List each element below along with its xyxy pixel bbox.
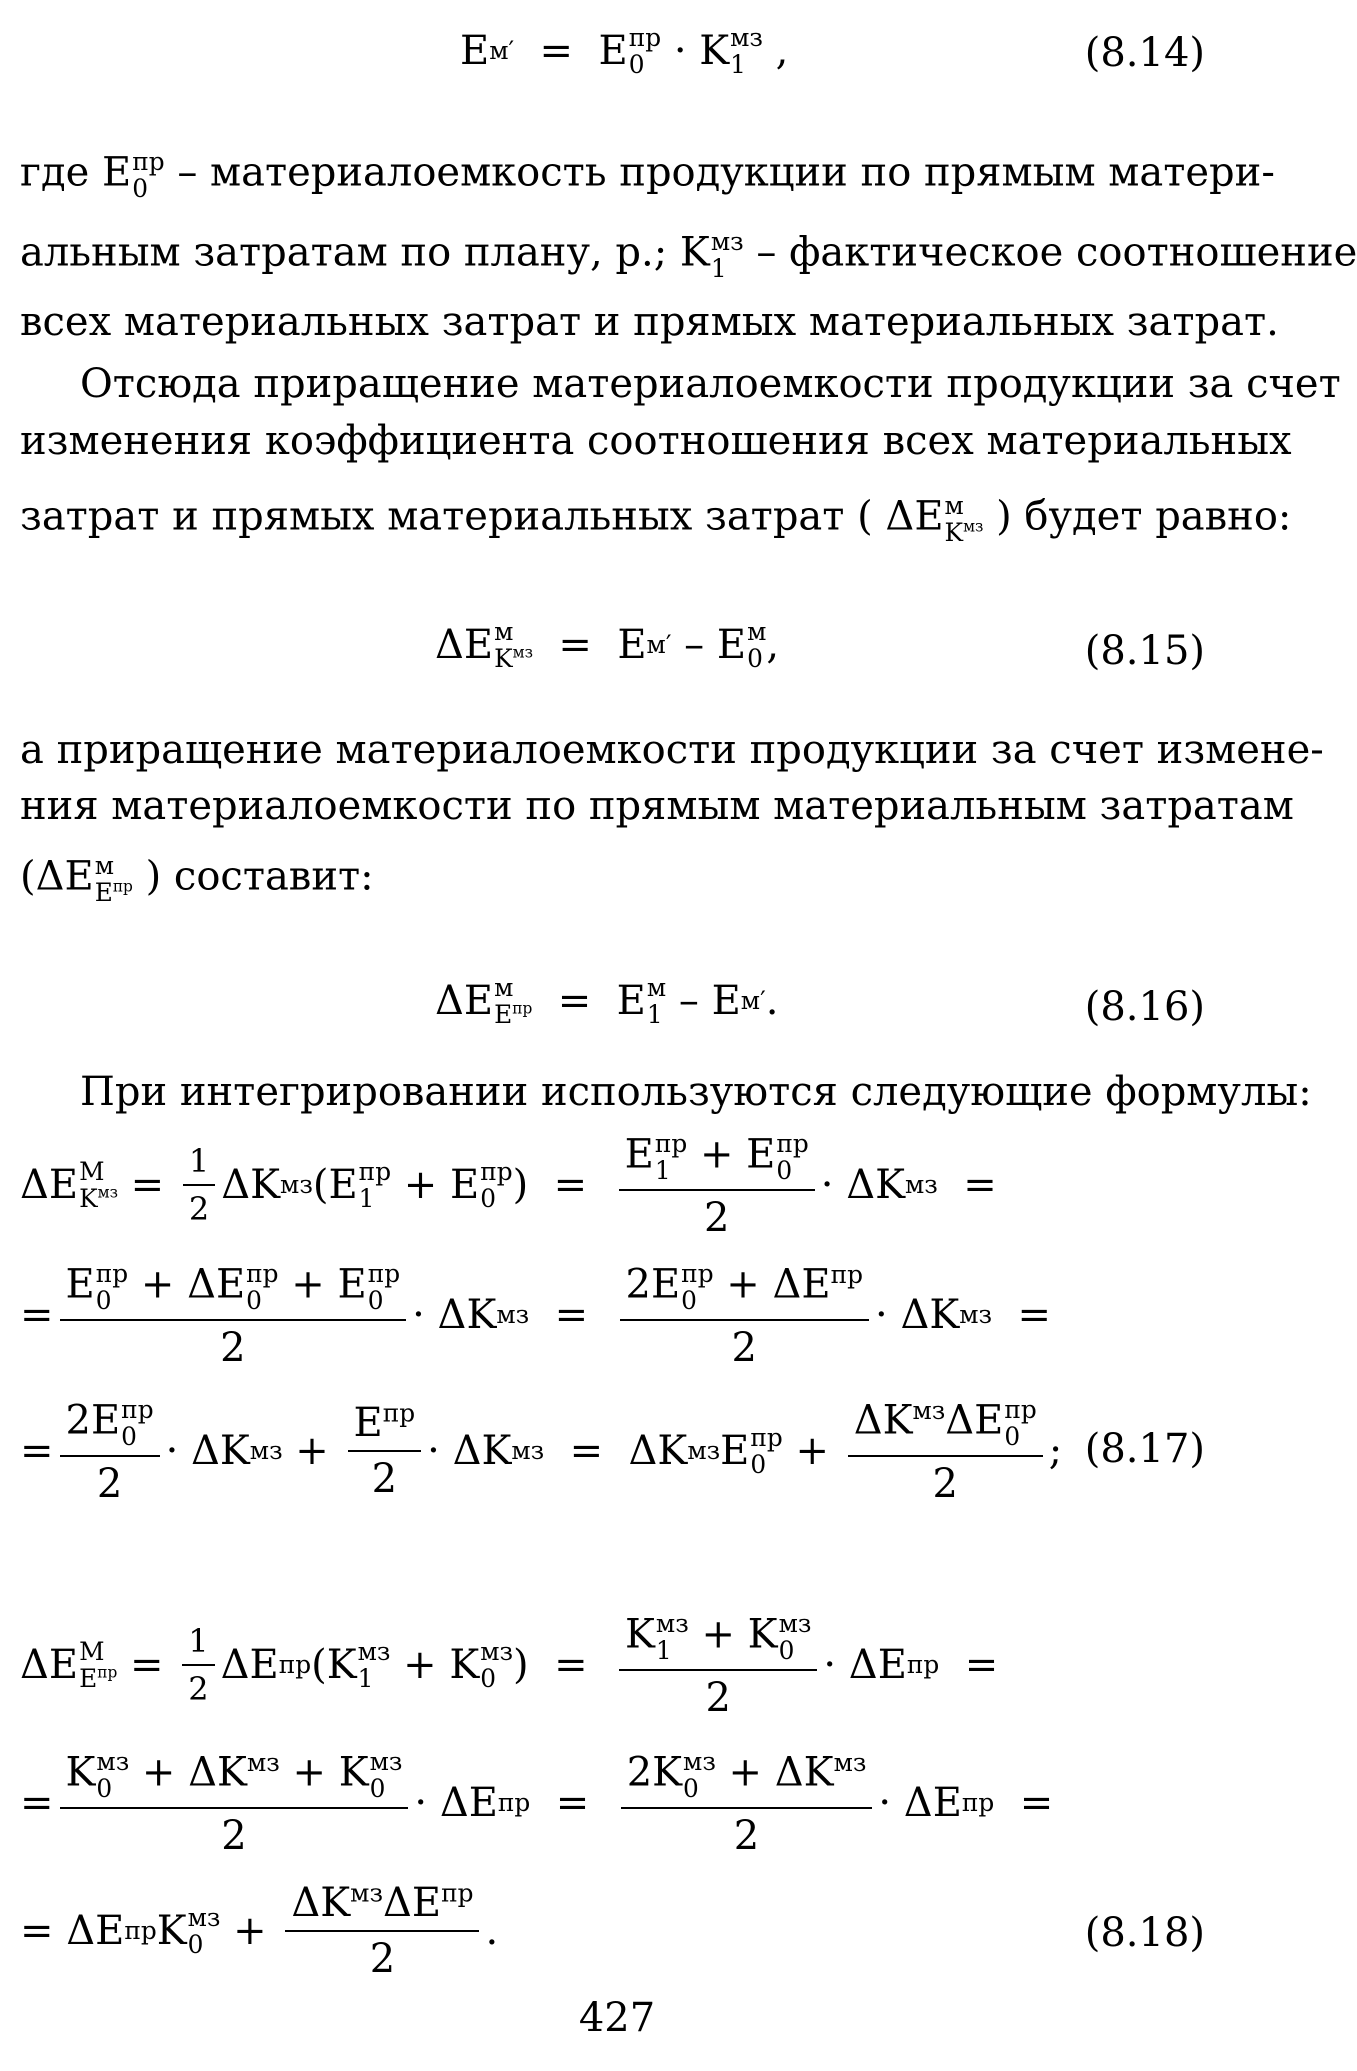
equation-8-15 [20, 604, 1205, 684]
equation-8-18-row-2 [20, 1747, 1205, 1859]
equation-number-8-18: (8.18) [1084, 1910, 1205, 1956]
increment-line-2: ния материалоемкости по прямым материальным затратам [20, 783, 1294, 829]
increment-line-1: а приращение материалоемкости продукции за счет измене- [20, 727, 1324, 773]
formula-8-14: E м′ = E пр 0 · K мз 1 , [460, 23, 789, 80]
increment-line-3: (ΔE м $E^{пр}$ ) составит: [20, 851, 374, 908]
where-line-2: альным затратам по плану, р.; K мз 1 – фактическое соотношение [20, 227, 1357, 284]
formula-8-17-row-1: ΔE М $K^{мз}$ = $\frac{1}{2}$ ΔK мз (E пр 1 + E пр 0 ) = E пр 1 + E пр 0 2 · ΔK мз = [20, 1129, 997, 1241]
equation-8-18-row-1 [20, 1609, 1205, 1721]
hence-line-2: изменения коэффициента соотношения всех материальных [20, 418, 1292, 464]
equation-8-17-row-2 [20, 1259, 1205, 1371]
hence-line-3: затрат и прямых материальных затрат ( ΔE м $K^{мз}$ ) будет равно: [20, 491, 1292, 548]
page-number: 427 [578, 1995, 656, 2041]
equation-number-8-17: (8.17) [1084, 1426, 1205, 1472]
formula-8-16: ΔE м $E^{пр}$ = E м 1 – E м′ . [435, 973, 779, 1030]
where-line-1: где E пр 0 – материалоемкость продукции по прямым матери- [20, 147, 1275, 204]
formula-8-17-row-2: = E пр 0 + ΔE пр 0 + E пр 0 2 · ΔK мз = 2E пр 0 + $\Delta E^{пр}$ 2 · ΔK мз = [20, 1259, 1051, 1371]
equation-number-8-14: (8.14) [1084, 30, 1205, 76]
formula-8-18-row-3: = ΔE пр K мз 0 + $\frac{\Delta K^{мз}\Delta E^{пр}}{2}$ . [20, 1878, 499, 1982]
equation-8-17-row-3 [20, 1395, 1205, 1507]
equation-8-14 [20, 14, 1205, 84]
integration-sentence: При интегрировании используются следующие формулы: [80, 1069, 1312, 1115]
hence-line-1: Отсюда приращение материалоемкости продукции за счет [80, 361, 1341, 407]
formula-8-17-row-3: = 2E пр 0 2 · ΔK мз + $\frac{E^{пр}}{2}$ · ΔK мз = ΔK мз E пр 0 + $\Delta K^{мз}\Delta E$ пр 0 2 ; [20, 1395, 1063, 1507]
formula-8-15: ΔE м $K^{мз}$ = E м′ – E м 0 , [435, 617, 780, 674]
where-line-3: всех материальных затрат и прямых материальных затрат. [20, 299, 1279, 345]
equation-number-8-15: (8.15) [1084, 628, 1205, 674]
equation-number-8-16: (8.16) [1084, 984, 1205, 1030]
equation-8-17-row-1 [20, 1129, 1205, 1241]
formula-8-18-row-1: ΔE М $E^{пр}$ = $\frac{1}{2}$ ΔE пр (K мз 1 + K мз 0 ) = K мз 1 + K мз 0 2 · ΔE пр = [20, 1609, 999, 1721]
formula-8-18-row-2: = K мз 0 + $\Delta K^{мз} + K$ мз 0 2 · ΔE пр = 2K мз 0 + $\Delta K^{мз}$ 2 · ΔE пр = [20, 1747, 1054, 1859]
equation-8-18-row-3 [20, 1880, 1205, 1980]
equation-8-16 [20, 960, 1205, 1040]
